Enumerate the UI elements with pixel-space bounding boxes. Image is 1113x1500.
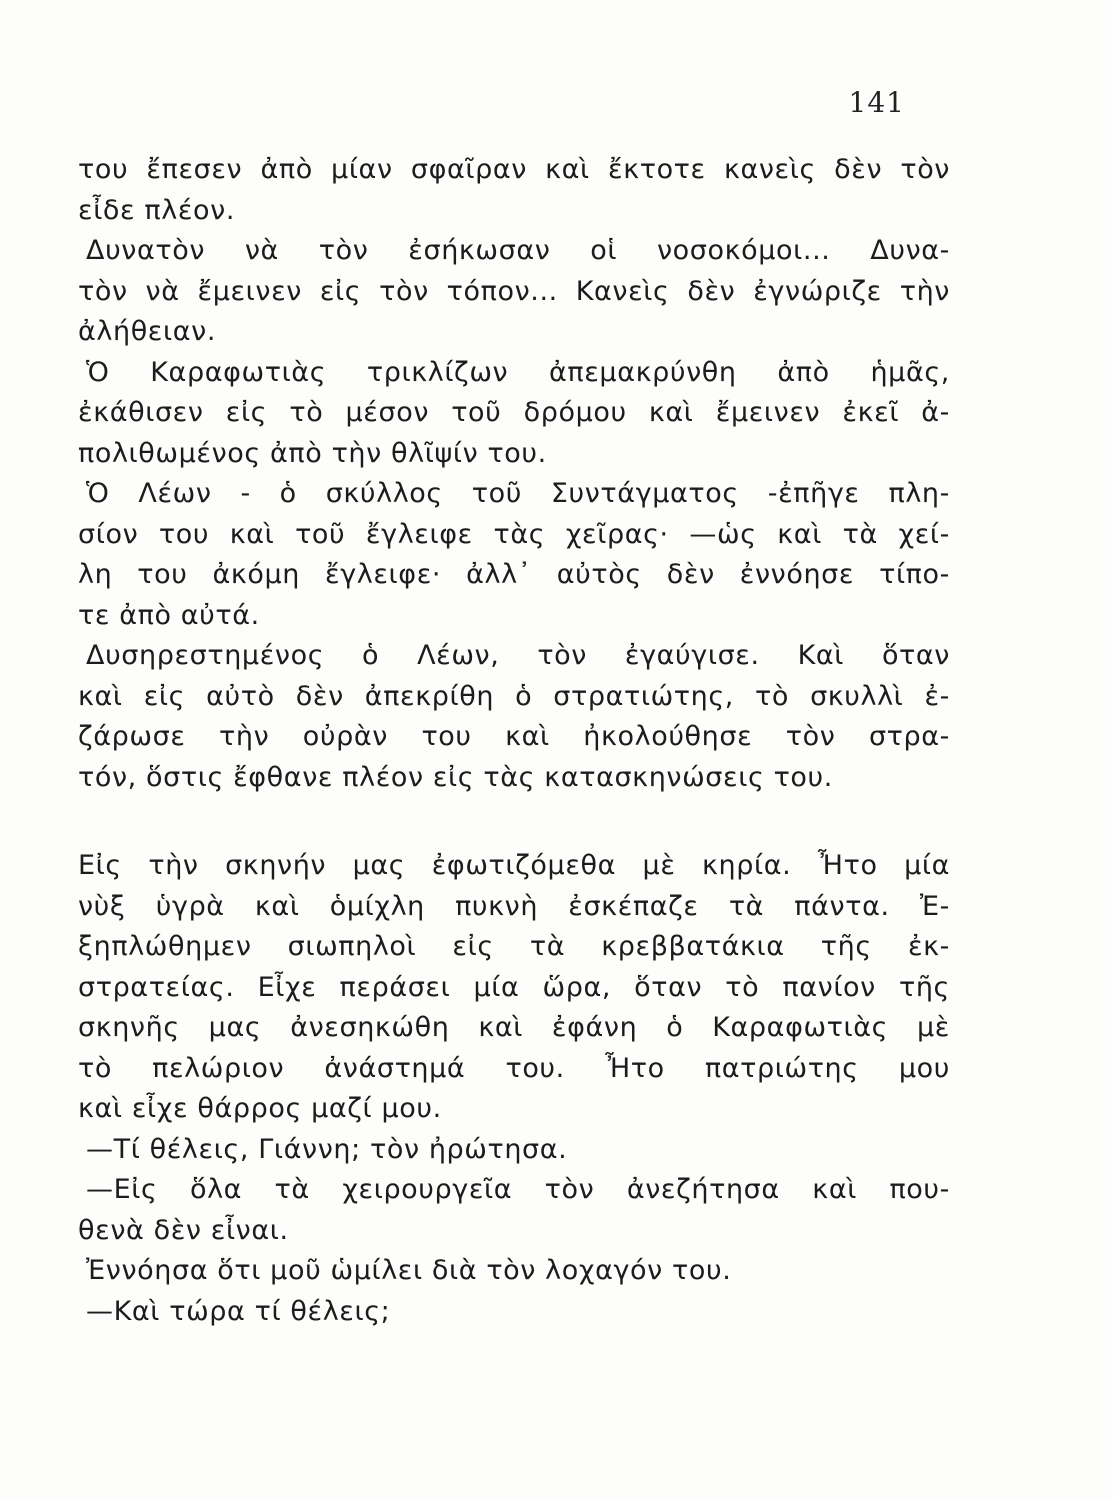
- section-gap: [78, 798, 950, 846]
- text-line: τὸν νὰ ἔμεινεν εἰς τὸν τόπον... Κανεὶς δὲν ἐγνώριζε τὴν: [78, 275, 950, 307]
- text-line: Ἐννόησα ὅτι μοῦ ὡμίλει διὰ τὸν λοχαγόν του.: [86, 1255, 732, 1286]
- text-line: τόν, ὅστις ἔφθανε πλέον εἰς τὰς κατασκηνώσεις του.: [78, 761, 833, 793]
- text-line: νὺξ ὑγρὰ καὶ ὁμίχλη πυκνὴ ἐσκέπαζε τὰ πάντα. Ἐ-: [78, 890, 950, 922]
- text-line: καὶ εἶχε θάρρος μαζί μου.: [78, 1093, 442, 1124]
- text-line: Δυσηρεστημένος ὁ Λέων, τὸν ἐγαύγισε. Καὶ ὅταν: [86, 640, 950, 671]
- text-line: σίον του καὶ τοῦ ἔγλειφε τὰς χεῖρας· —ὡς καὶ τὰ χεί-: [78, 518, 950, 550]
- dialog-line: θενὰ δὲν εἶναι.: [78, 1214, 289, 1246]
- text-line: ξηπλώθημεν σιωπηλοὶ εἰς τὰ κρεββατάκια τῆς ἐκ-: [78, 931, 950, 962]
- page-number: 141: [848, 86, 905, 119]
- text-line: του ἔπεσεν ἀπὸ μίαν σφαῖραν καὶ ἔκτοτε κανεὶς δὲν τὸν: [78, 154, 950, 185]
- text-line: καὶ εἰς αὐτὸ δὲν ἀπεκρίθη ὁ στρατιώτης, τὸ σκυλλὶ ἐ-: [78, 680, 950, 712]
- text-line: πολιθωμένος ἀπὸ τὴν θλῖψίν του.: [78, 437, 547, 469]
- text-line: εἶδε πλέον.: [78, 194, 236, 226]
- text-line: Ὁ Καραφωτιὰς τρικλίζων ἀπεμακρύνθη ἀπὸ ἡμᾶς,: [86, 356, 950, 388]
- text-line: τε ἀπὸ αὐτά.: [78, 599, 260, 631]
- text-line: Ὁ Λέων - ὁ σκύλλος τοῦ Συντάγματος -ἐπῆγε πλη-: [86, 478, 950, 509]
- text-line: ἀλήθειαν.: [78, 316, 217, 347]
- body-text: [78, 150, 950, 1332]
- text-line: Εἰς τὴν σκηνήν μας ἐφωτιζόμεθα μὲ κηρία. Ἦτο μία: [78, 850, 950, 881]
- text-line: τὸ πελώριον ἀνάστημά του. Ἦτο πατριώτης μου: [78, 1052, 950, 1084]
- dialog-line: —Τί θέλεις, Γιάννη; τὸν ἠρώτησα.: [86, 1133, 568, 1165]
- text-line: σκηνῆς μας ἀνεσηκώθη καὶ ἐφάνη ὁ Καραφωτιὰς μὲ: [78, 1012, 950, 1043]
- text-line: Δυνατὸν νὰ τὸν ἐσήκωσαν οἱ νοσοκόμοι... Δυνα-: [86, 235, 950, 266]
- text-line: ἐκάθισεν εἰς τὸ μέσον τοῦ δρόμου καὶ ἔμεινεν ἐκεῖ ἀ-: [78, 397, 950, 428]
- text-line: λη του ἀκόμη ἔγλειφε· ἀλλ᾿ αὐτὸς δὲν ἐννόησε τίπο-: [78, 559, 950, 590]
- dialog-line: —Καὶ τώρα τί θέλεις;: [86, 1295, 391, 1327]
- text-line: στρατείας. Εἶχε περάσει μία ὥρα, ὅταν τὸ πανίον τῆς: [78, 971, 950, 1003]
- dialog-line: —Εἰς ὅλα τὰ χειρουργεῖα τὸν ἀνεζήτησα καὶ που-: [86, 1174, 950, 1205]
- text-line: ζάρωσε τὴν οὐρὰν του καὶ ἠκολούθησε τὸν στρα-: [78, 721, 950, 752]
